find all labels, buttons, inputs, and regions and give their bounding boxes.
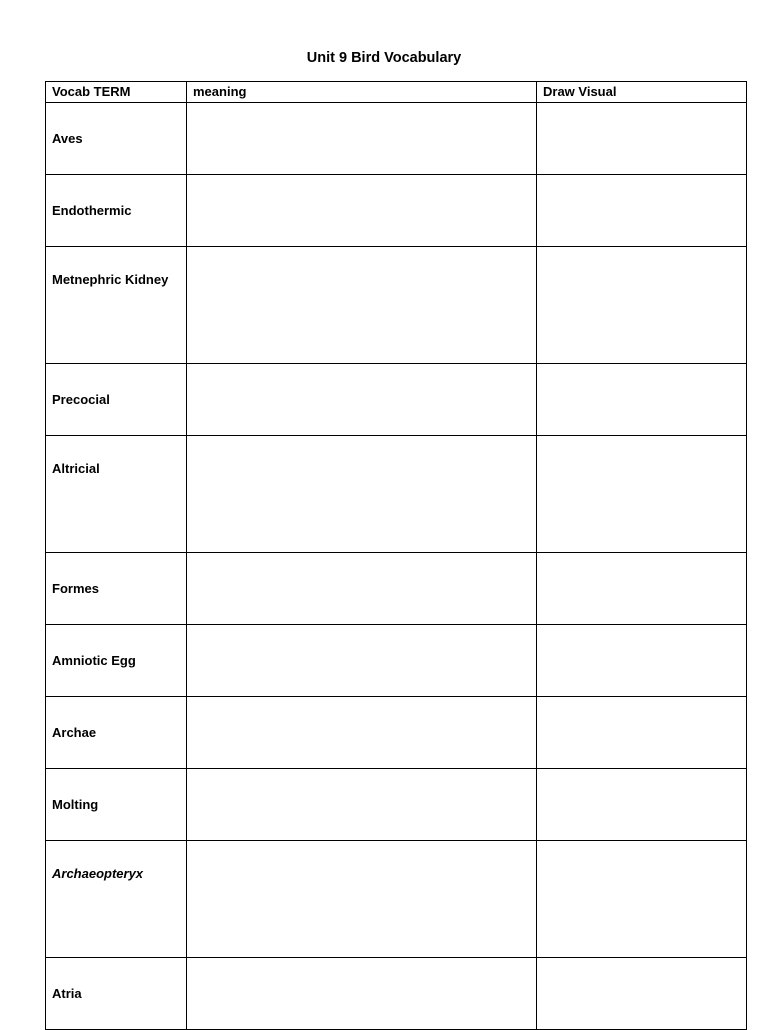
column-header-meaning: meaning: [187, 82, 537, 103]
term-cell: Archaeopteryx: [46, 841, 187, 958]
vocabulary-table: [45, 81, 747, 1030]
term-cell: Aves: [46, 103, 187, 175]
visual-cell[interactable]: [537, 436, 747, 553]
table-row: [46, 769, 747, 841]
visual-cell[interactable]: [537, 625, 747, 697]
meaning-cell[interactable]: [187, 553, 537, 625]
table-row: [46, 841, 747, 958]
visual-cell[interactable]: [537, 769, 747, 841]
visual-cell[interactable]: [537, 841, 747, 958]
term-cell: Endothermic: [46, 175, 187, 247]
term-cell: Precocial: [46, 364, 187, 436]
term-cell: Amniotic Egg: [46, 625, 187, 697]
term-cell: Molting: [46, 769, 187, 841]
meaning-cell[interactable]: [187, 103, 537, 175]
table-row: [46, 697, 747, 769]
table-row: [46, 436, 747, 553]
table-row: [46, 553, 747, 625]
meaning-cell[interactable]: [187, 697, 537, 769]
meaning-cell[interactable]: [187, 625, 537, 697]
table-row: [46, 364, 747, 436]
meaning-cell[interactable]: [187, 175, 537, 247]
meaning-cell[interactable]: [187, 769, 537, 841]
page-title: Unit 9 Bird Vocabulary: [306, 50, 462, 66]
meaning-cell[interactable]: [187, 841, 537, 958]
meaning-cell[interactable]: [187, 247, 537, 364]
term-cell: Metnephric Kidney: [46, 247, 187, 364]
visual-cell[interactable]: [537, 364, 747, 436]
table-row: [46, 103, 747, 175]
visual-cell[interactable]: [537, 697, 747, 769]
column-header-visual: Draw Visual: [537, 82, 747, 103]
term-cell: Formes: [46, 553, 187, 625]
meaning-cell[interactable]: [187, 436, 537, 553]
table-row: [46, 175, 747, 247]
term-cell: Altricial: [46, 436, 187, 553]
table-row: [46, 247, 747, 364]
visual-cell[interactable]: [537, 958, 747, 1030]
table-row: [46, 625, 747, 697]
table-row: [46, 958, 747, 1030]
meaning-cell[interactable]: [187, 364, 537, 436]
table-header-row: [46, 82, 747, 103]
term-cell: Atria: [46, 958, 187, 1030]
term-cell: Archae: [46, 697, 187, 769]
visual-cell[interactable]: [537, 553, 747, 625]
visual-cell[interactable]: [537, 175, 747, 247]
visual-cell[interactable]: [537, 247, 747, 364]
meaning-cell[interactable]: [187, 958, 537, 1030]
column-header-term: Vocab TERM: [46, 82, 187, 103]
visual-cell[interactable]: [537, 103, 747, 175]
